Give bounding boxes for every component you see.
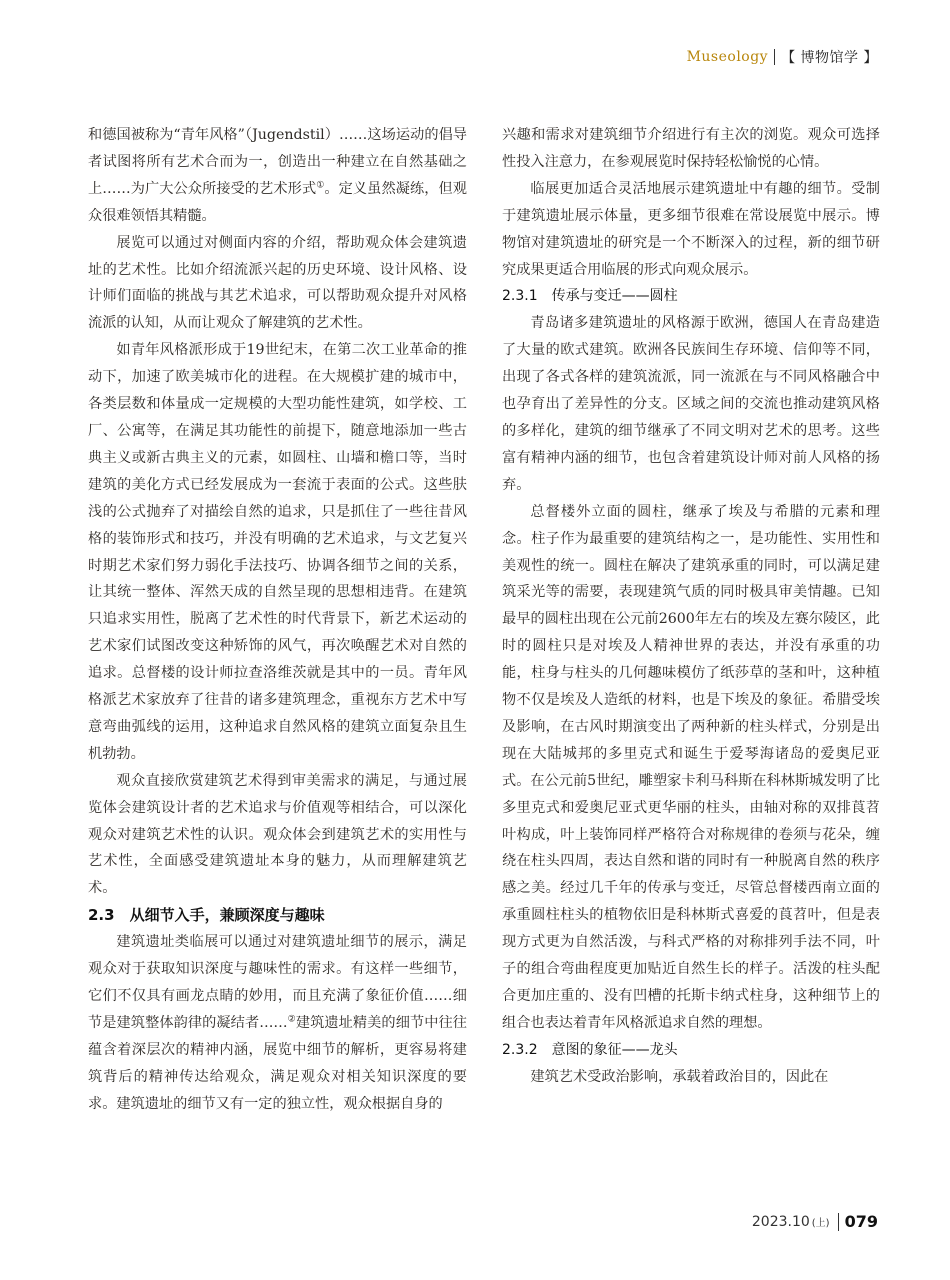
issue-date: 2023.10 — [751, 1213, 810, 1230]
paragraph: 展览可以通过对侧面内容的介绍，帮助观众体会建筑遗址的艺术性。比如介绍流派兴起的历史环境、设计风格、设计师们面临的挑战与其艺术追求，可以帮助观众提升对风格流派的认知，从而让观众了解建筑的艺术性。 — [88, 234, 467, 332]
footnote-marker: ① — [316, 180, 325, 191]
section-heading: 2.3 从细节入手，兼顾深度与趣味 — [88, 906, 325, 925]
subsection-heading: 2.3.1 传承与变迁——圆柱 — [502, 288, 678, 305]
paragraph: 如青年风格派形成于19世纪末，在第二次工业革命的推动下，加速了欧美城市化的进程。在大规模扩建的城市中，各类层数和体量成一定规模的大型功能性建筑，如学校、工厂、公寓等，在满足其功能性的前提下，随意地添加一些古典主义或新古典主义的元素，如圆柱、山墙和檐口等，当时建筑的美化方式已经发展成为一套流于表面的公式。这些肤浅的公式抛弃了对描绘自然的追求，只是抓住了一些往昔风格的装饰形式和技巧，并没有明确的艺术追求，与文艺复兴时期艺术家们努力弱化手法技巧、协调各细节之间的关系，让其统一整体、浑然天成的自然呈现的思想相违背。在建筑只追求实用性，脱离了艺术性的时代背景下，新艺术运动的艺术家们试图改变这种矫饰的风气，再次唤醒艺术对自然的追求。总督楼的设计师拉查洛维茨就是其中的一员。青年风格派艺术家放弃了往昔的诸多建筑理念，重视东方艺术中写意弯曲弧线的运用，这种追求自然风格的建筑立面复杂且生机勃勃。 — [88, 342, 467, 762]
paragraph: 观众直接欣赏建筑艺术得到审美需求的满足，与通过展览体会建筑设计者的艺术追求与价值观等相结合，可以深化观众对建筑艺术性的认识。观众体会到建筑艺术的实用性与艺术性，全面感受建筑遗址本身的魅力，从而理解建筑艺术。 — [88, 772, 467, 897]
header-chinese-title: 【 博物馆学 】 — [781, 50, 878, 66]
header-english-title: Museology — [686, 49, 769, 65]
page-footer — [752, 1212, 878, 1231]
left-column — [88, 122, 467, 1118]
running-header — [687, 47, 878, 67]
right-column — [502, 122, 880, 1091]
paragraph: 建筑艺术受政治影响，承载着政治目的，因此在 — [530, 1068, 829, 1085]
paragraph — [88, 929, 467, 1117]
text: 和德国被称为“青年风格”（Jugendstil）……这场运动的倡导者试图将所有艺术合而为一，创造出一种建立在自然基础之上……为广大公众所接受的艺术形式 — [88, 127, 467, 197]
paragraph — [88, 122, 467, 230]
subsection-heading: 2.3.2 意图的象征——龙头 — [502, 1041, 678, 1058]
footnote-marker: ② — [287, 1014, 296, 1025]
issue-half: (上) — [811, 1218, 830, 1229]
text: 建筑遗址类临展可以通过对建筑遗址细节的展示，满足观众对于获取知识深度与趣味性的需求。有这样一些细节，它们不仅具有画龙点睛的妙用，而且充满了象征价值……细节是建筑整体韵律的凝结者…… — [88, 934, 467, 1031]
header-divider — [774, 49, 775, 65]
text: 。定义虽然凝练，但观众很难领悟其精髓。 — [88, 180, 467, 224]
paragraph: 临展更加适合灵活地展示建筑遗址中有趣的细节。受制于建筑遗址展示体量，更多细节很难在常设展览中展示。博物馆对建筑遗址的研究是一个不断深入的过程，新的细节研究成果更适合用临展的形式向观众展示。 — [502, 180, 880, 278]
text: 建筑遗址精美的细节中往往蕴含着深层次的精神内涵，展览中细节的解析，更容易将建筑背后的精神传达给观众，满足观众对相关知识深度的要求。建筑遗址的细节又有一定的独立性，观众根据自身的 — [88, 1014, 467, 1112]
page-number: 079 — [844, 1212, 878, 1231]
paragraph: 兴趣和需求对建筑细节介绍进行有主次的浏览。观众可选择性投入注意力，在参观展览时保持轻松愉悦的心情。 — [502, 127, 880, 170]
footer-divider — [838, 1213, 839, 1231]
paragraph: 青岛诸多建筑遗址的风格源于欧洲，德国人在青岛建造了大量的欧式建筑。欧洲各民族间生存环境、信仰等不同，出现了各式各样的建筑流派，同一流派在与不同风格融合中也孕育出了差异性的分支。区域之间的交流也推动建筑风格的多样化，建筑的细节继承了不同文明对艺术的思考。这些富有精神内涵的细节，也包含着建筑设计师对前人风格的扬弃。 — [502, 315, 880, 493]
paragraph: 总督楼外立面的圆柱，继承了埃及与希腊的元素和理念。柱子作为最重要的建筑结构之一，是功能性、实用性和美观性的统一。圆柱在解决了建筑承重的同时，可以满足建筑采光等的需要，表现建筑气质的同时极具审美情趣。已知最早的圆柱出现在公元前2600年左右的埃及左赛尔陵区，此时的圆柱只是对埃及人精神世界的表达，并没有承重的功能，柱身与柱头的几何趣味模仿了纸莎草的茎和叶，这种植物不仅是埃及人造纸的材料，也是下埃及的象征。希腊受埃及影响，在古风时期演变出了两种新的柱头样式，分别是出现在大陆城邦的多里克式和诞生于爱琴海诸岛的爱奥尼亚式。在公元前5世纪，雕塑家卡利马科斯在科林斯城发明了比多里克式和爱奥尼亚式更华丽的柱头，由轴对称的双排莨苕叶构成，叶上装饰同样严格符合对称规律的卷须与花朵，缠绕在柱头四周，表达自然和谐的同时有一种脱离自然的秩序感之美。经过几千年的传承与变迁，尽管总督楼西南立面的承重圆柱柱头的植物依旧是科林斯式喜爱的莨苕叶，但是表现方式更为自然活泼，与科式严格的对称排列手法不同，叶子的组合弯曲程度更加贴近自然生长的样子。活泼的柱头配合更加庄重的、没有凹槽的托斯卡纳式柱身，这种细节上的组合也表达着青年风格派追求自然的理想。 — [502, 503, 880, 1031]
